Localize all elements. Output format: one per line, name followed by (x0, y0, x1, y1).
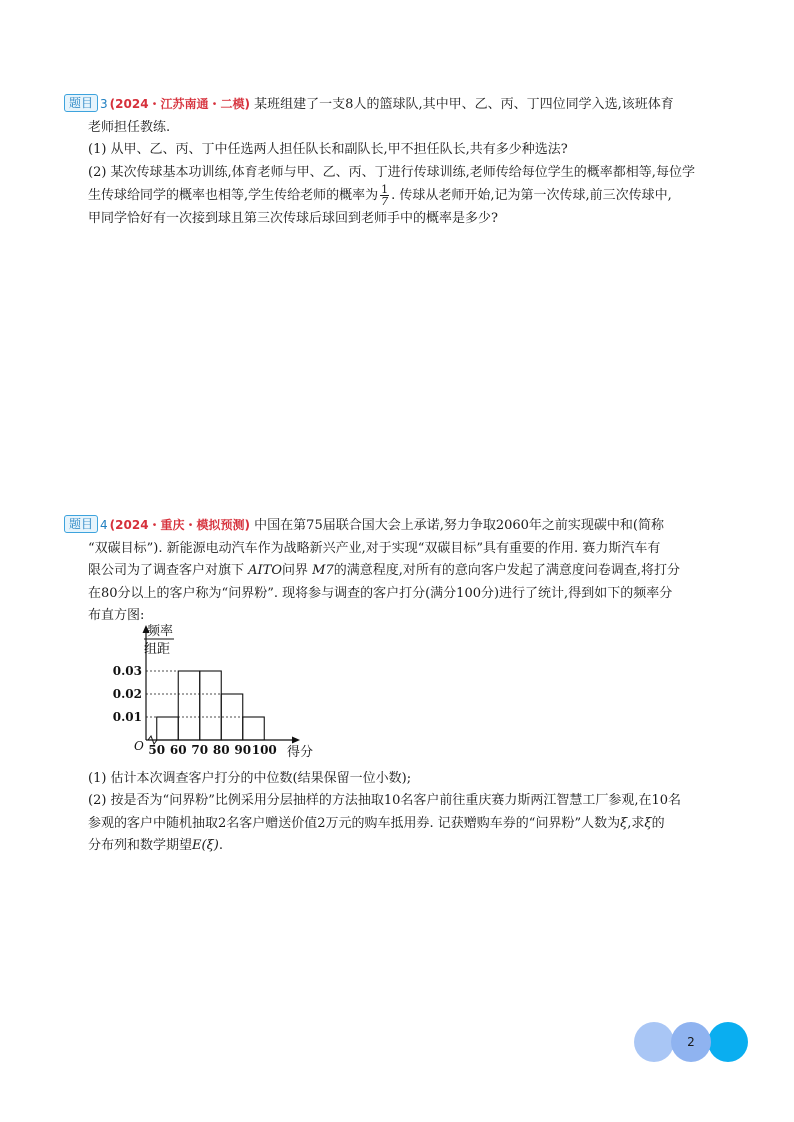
question-1: (1) 从甲、乙、丙、丁中任选两人担任队长和副队长,甲不担任队长,共有多少种选法? (88, 142, 568, 157)
problem-source: (2024・重庆・模拟预测) (109, 518, 251, 532)
x-tick-label: 90 (234, 743, 252, 757)
problem-number: 3 (100, 97, 108, 111)
fraction-denominator: 7 (381, 195, 389, 208)
histogram-bar (200, 671, 222, 740)
question-2-cont (64, 813, 734, 836)
badge-circle (708, 1022, 748, 1062)
histogram-bar (243, 717, 265, 740)
page-number: 2 (687, 1035, 695, 1049)
question-text: 分布列和数学期望 (88, 838, 193, 853)
x-tick-label: 50 (148, 743, 166, 757)
problem-4-intro (64, 514, 734, 538)
page-badge (634, 1022, 748, 1062)
y-tick-label: 0.03 (112, 664, 142, 678)
x-tick-label: 70 (191, 743, 209, 757)
problem-3-intro (64, 93, 734, 117)
problem-text (64, 560, 734, 583)
problem-source: (2024・江苏南通・二模) (109, 97, 251, 111)
variable-xi: ξ (620, 815, 628, 831)
expectation: E(ξ) (192, 838, 219, 853)
x-tick-label: 100 (251, 743, 277, 757)
histogram-chart (90, 622, 320, 762)
histogram-bar (178, 671, 200, 740)
question-text: . 传球从老师开始,记为第一次传球,前三次传球中, (391, 188, 672, 203)
histogram-bar (157, 717, 179, 740)
question-text: 生传球给同学的概率也相等,学生传给老师的概率为 (88, 188, 379, 203)
y-axis-label-bottom: 组距 (144, 642, 171, 657)
question-2-cont: 甲同学恰好有一次接到球且第三次传球后球回到老师手中的概率是多少? (88, 210, 498, 226)
question-2: (2) 某次传球基本功训练,体育老师与甲、乙、丙、丁进行传球训练,老师传给每位学生的概率都相等,每位学 (88, 164, 695, 180)
question-text: 的 (651, 815, 665, 831)
question-2: (2) 按是否为“问界粉”比例采用分层抽样的方法抽取10名客户前往重庆赛力斯两江智慧工厂参观,在10名 (88, 793, 682, 808)
problem-text: 的满意程度,对所有的意向客户发起了满意度问卷调查,将打分 (333, 563, 681, 578)
problem-text: “双碳目标”). 新能源电动汽车作为战略新兴产业,对于实现“双碳目标”具有重要的作用. 赛力斯汽车有 (88, 540, 661, 556)
question-2-cont (64, 835, 734, 858)
question-text: 参观的客户中随机抽取2名客户赠送价值2万元的购车抵用券. 记获赠购车券的“问界粉”人数为 (88, 815, 621, 831)
problem-text: 老师担任教练. (88, 119, 171, 135)
question-2-cont (64, 184, 734, 208)
variable-xi: ξ (644, 815, 652, 831)
y-axis-label-top: 频率 (147, 624, 174, 639)
model-m7: M7 (312, 563, 334, 578)
fraction-numerator: 1 (381, 183, 389, 196)
problem-text: 限公司为了调查客户对旗下 (88, 563, 245, 578)
question-text: ,求 (627, 815, 645, 831)
x-axis-arrow (292, 737, 300, 744)
x-axis-label: 得分 (287, 745, 314, 760)
brand-aito: AITO (248, 563, 283, 578)
problem-text: 布直方图: (88, 608, 145, 623)
problem-tag: 题目 (64, 94, 98, 112)
badge-circle (634, 1022, 674, 1062)
problem-text: 中国在第75届联合国大会上承诺,努力争取2060年之前实现碳中和(简称 (254, 518, 665, 533)
fraction (380, 184, 389, 207)
problem-tag: 题目 (64, 515, 98, 533)
question-text: . (218, 838, 223, 853)
problem-text: 问界 (282, 563, 309, 578)
problem-text: 某班组建了一支8人的篮球队,其中甲、乙、丙、丁四位同学入选,该班体育 (254, 97, 674, 112)
problem-3 (64, 93, 734, 230)
x-tick-label: 60 (169, 743, 187, 757)
problem-number: 4 (100, 518, 108, 532)
y-tick-label: 0.01 (112, 710, 142, 724)
y-tick-label: 0.02 (112, 687, 142, 701)
question-1: (1) 估计本次调查客户打分的中位数(结果保留一位小数); (88, 770, 412, 786)
origin-label: O (134, 739, 144, 753)
problem-text: 在80分以上的客户称为“问界粉”. 现将参与调查的客户打分(满分100分)进行了统计,得到如下的频率分 (88, 585, 673, 601)
x-tick-label: 80 (212, 743, 230, 757)
